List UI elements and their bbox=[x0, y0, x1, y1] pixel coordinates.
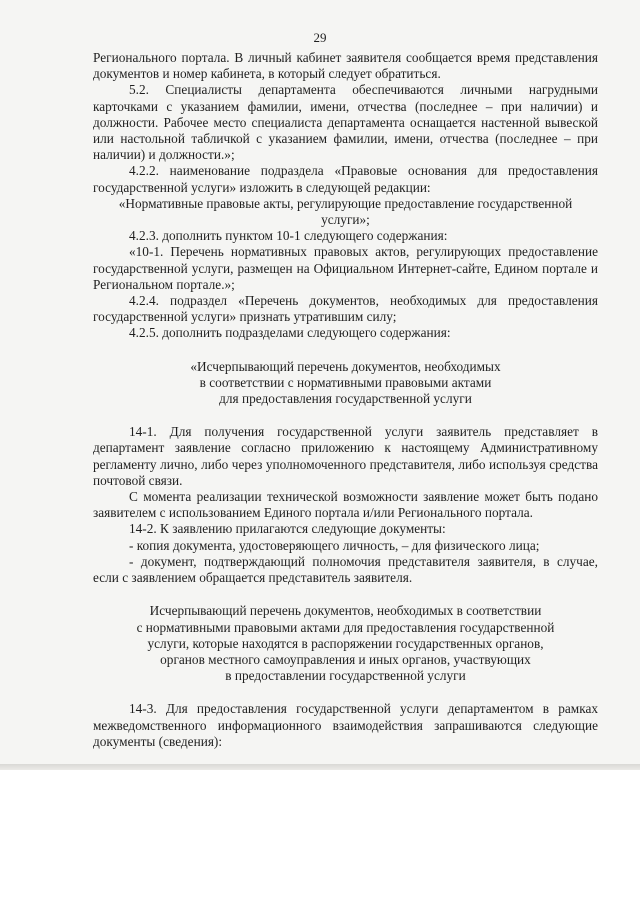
section-heading-line: в предоставлении государственной услуги bbox=[225, 668, 466, 684]
document-body bbox=[93, 50, 598, 750]
section-heading-line: Исчерпывающий перечень документов, необходимых в соответствии bbox=[149, 603, 542, 619]
paragraph: 14-2. К заявлению прилагаются следующие документы: bbox=[129, 521, 446, 537]
page-number: 29 bbox=[313, 30, 327, 45]
paragraph: 5.2. Специалисты департамента обеспечиваются личными нагрудными карточками с указанием фамилии, имени, отчества (последнее – при наличии) и должности. Рабочее место специалиста департамента оснащается настенной вывеской или настольной табличкой с указанием фамилии, имени, отчества (последнее – при наличии) и должности.»; bbox=[93, 82, 598, 163]
quoted-title: «Нормативные правовые акты, регулирующие предоставление государственной услуги»; bbox=[118, 195, 573, 228]
spacer bbox=[93, 342, 598, 359]
paragraph: «10-1. Перечень нормативных правовых актов, регулирующих предоставление государственной услуги, размещен на Официальном Интернет-сайте, Едином портале и Региональном портале.»; bbox=[93, 244, 598, 292]
paragraph: 4.2.2. наименование подраздела «Правовые основания для предоставления государственной услуги» изложить в следующей редакции: bbox=[93, 163, 598, 195]
section-heading-line: услуги, которые находятся в распоряжении государственных органов, bbox=[147, 635, 544, 651]
spacer bbox=[93, 586, 598, 603]
section-heading-line: в соответствии с нормативными правовыми актами bbox=[199, 374, 492, 390]
section-heading-line: для предоставления государственной услуги bbox=[219, 391, 472, 407]
paragraph: 4.2.3. дополнить пунктом 10-1 следующего содержания: bbox=[129, 228, 448, 244]
paragraph: 14-3. Для предоставления государственной услуги департаментом в рамках межведомственного информационного взаимодействия запрашиваются следующие документы (сведения): bbox=[93, 701, 598, 749]
paragraph: 4.2.5. дополнить подразделами следующего содержания: bbox=[129, 325, 451, 341]
paragraph: 14-1. Для получения государственной услуги заявитель представляет в департамент заявление согласно приложению к настоящему Административному регламенту лично, либо через уполномоченного представителя, либо используя средства почтовой связи. bbox=[93, 424, 598, 488]
paragraph: Регионального портала. В личный кабинет заявителя сообщается время представления документов и номер кабинета, в который следует обратиться. bbox=[93, 50, 598, 82]
spacer bbox=[93, 684, 598, 701]
paragraph: 4.2.4. подраздел «Перечень документов, необходимых для предоставления государственной услуги» признать утратившим силу; bbox=[93, 293, 598, 325]
section-heading-line: органов местного самоуправления и иных органов, участвующих bbox=[160, 651, 531, 667]
section-heading-line: с нормативными правовыми актами для предоставления государственной bbox=[136, 619, 555, 635]
spacer bbox=[93, 407, 598, 424]
paragraph: С момента реализации технической возможности заявление может быть подано заявителем с использованием Единого портала и/или Регионального портала. bbox=[93, 489, 598, 521]
scan-edge bbox=[0, 764, 640, 770]
list-item: - документ, подтверждающий полномочия представителя заявителя, в случае, если с заявлением обращается представитель заявителя. bbox=[93, 553, 598, 586]
list-item: - копия документа, удостоверяющего личность, – для физического лица; bbox=[129, 537, 540, 553]
section-heading-line: «Исчерпывающий перечень документов, необходимых bbox=[190, 358, 501, 374]
